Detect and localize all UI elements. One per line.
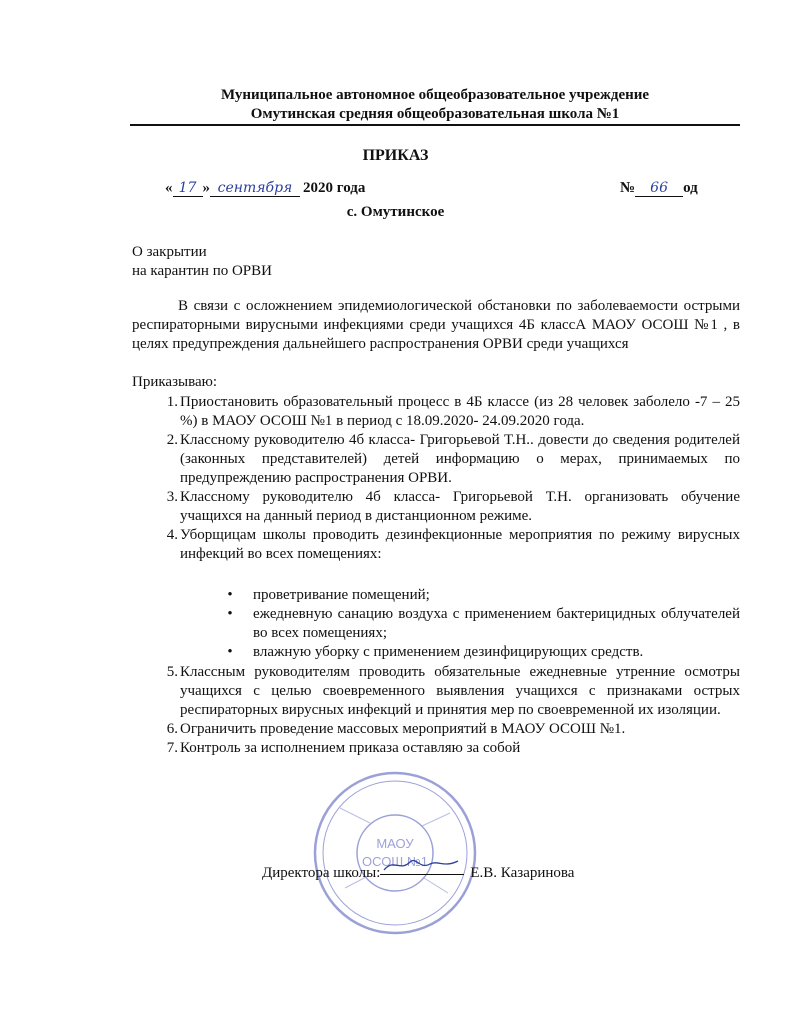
institution-header <box>130 86 740 124</box>
item-number: 6. <box>166 721 178 737</box>
number-label: № <box>620 180 636 196</box>
number-value: 66 <box>635 180 683 197</box>
date-day: 17 <box>173 180 203 197</box>
item-number: 4. <box>166 527 178 543</box>
bullet-dot-icon: • <box>227 606 233 622</box>
bullet-dot-icon: • <box>227 644 233 660</box>
list-item <box>166 488 740 526</box>
item-number: 7. <box>166 740 178 756</box>
list-item <box>166 739 740 758</box>
bullet-dot-icon: • <box>227 587 233 603</box>
header-rule <box>130 124 740 126</box>
order-place: с. Омутинское <box>346 204 445 220</box>
order-items-continued <box>166 663 740 758</box>
item-number: 1. <box>166 394 178 410</box>
date-open-quote: « <box>165 180 173 196</box>
order-subject <box>132 243 272 281</box>
intro-paragraph: В связи с осложнением эпидемиологической обстановки по заболеваемости острыми респираторными вирусными инфекциями среди учащихся 4Б классА МАОУ ОСОШ №1 , в целях предупреждения дальнейшего распространения ОРВИ среди учащихся <box>132 298 740 352</box>
date-close-quote: » <box>202 180 210 196</box>
institution-line-2: Омутинская средняя общеобразовательная школа №1 <box>250 106 620 122</box>
bullet-text: ежедневную санацию воздуха с применением бактерицидных облучателей во всех помещениях; <box>253 606 740 641</box>
list-item <box>166 663 740 720</box>
date-year: 2020 года <box>303 180 366 196</box>
list-item <box>166 720 740 739</box>
date-month: сентября <box>210 180 300 197</box>
list-item <box>166 393 740 431</box>
list-item <box>166 526 740 564</box>
order-items <box>166 393 740 564</box>
item-text: Приостановить образовательный процесс в 4Б классе (из 28 человек заболело -7 – 25 %) в МАОУ ОСОШ №1 в период с 18.09.2020- 24.09.2020 года. <box>180 394 740 429</box>
signature-line <box>380 856 464 875</box>
list-item <box>166 431 740 488</box>
number-suffix: од <box>683 180 698 196</box>
signature-title: Директора школы: <box>262 865 381 881</box>
order-number <box>620 180 698 197</box>
bullet-list <box>227 586 740 662</box>
item-text: Классным руководителям проводить обязательные ежедневные утренние осмотры учащихся с целью своевременного выявления учащихся с признаками острых респираторных вирусных инфекций и принятия мер по своевременной их изоляции. <box>180 664 740 718</box>
subject-line-1: О закрытии <box>132 244 207 260</box>
school-stamp <box>310 768 480 938</box>
stamp-text-line-1: МАОУ <box>376 836 414 851</box>
item-text: Классному руководителю 4б класса- Григорьевой Т.Н. организовать обучение учащихся на данный период в дистанционном режиме. <box>180 489 740 524</box>
order-date <box>165 180 365 197</box>
handwritten-signature-icon <box>380 856 464 874</box>
bullet-text: проветривание помещений; <box>253 587 430 603</box>
signature-block <box>262 858 574 882</box>
item-number: 5. <box>166 664 178 680</box>
bullet-item <box>227 605 740 643</box>
item-text: Контроль за исполнением приказа оставляю за собой <box>180 740 521 756</box>
order-title: ПРИКАЗ <box>362 147 429 164</box>
subject-line-2: на карантин по ОРВИ <box>132 263 272 279</box>
item-number: 2. <box>166 432 178 448</box>
signature-name: Е.В. Казаринова <box>470 865 575 881</box>
bullet-item <box>227 586 740 605</box>
bullet-text: влажную уборку с применением дезинфицирующих средств. <box>253 644 644 660</box>
institution-line-1: Муниципальное автономное общеобразовательное учреждение <box>220 87 650 103</box>
order-word: Приказываю: <box>132 374 217 390</box>
item-text: Уборщицам школы проводить дезинфекционные мероприятия по режиму вирусных инфекций во всех помещениях: <box>180 527 740 562</box>
item-number: 3. <box>166 489 178 505</box>
bullet-item <box>227 643 740 662</box>
item-text: Ограничить проведение массовых мероприятий в МАОУ ОСОШ №1. <box>180 721 626 737</box>
stamp-text-line-2: ОСОШ №1 <box>361 854 429 869</box>
item-text: Классному руководителю 4б класса- Григорьевой Т.Н.. довести до сведения родителей (законных представителей) детей информацию о мерах, принимаемых по предупреждению распространения ОРВИ. <box>180 432 740 486</box>
